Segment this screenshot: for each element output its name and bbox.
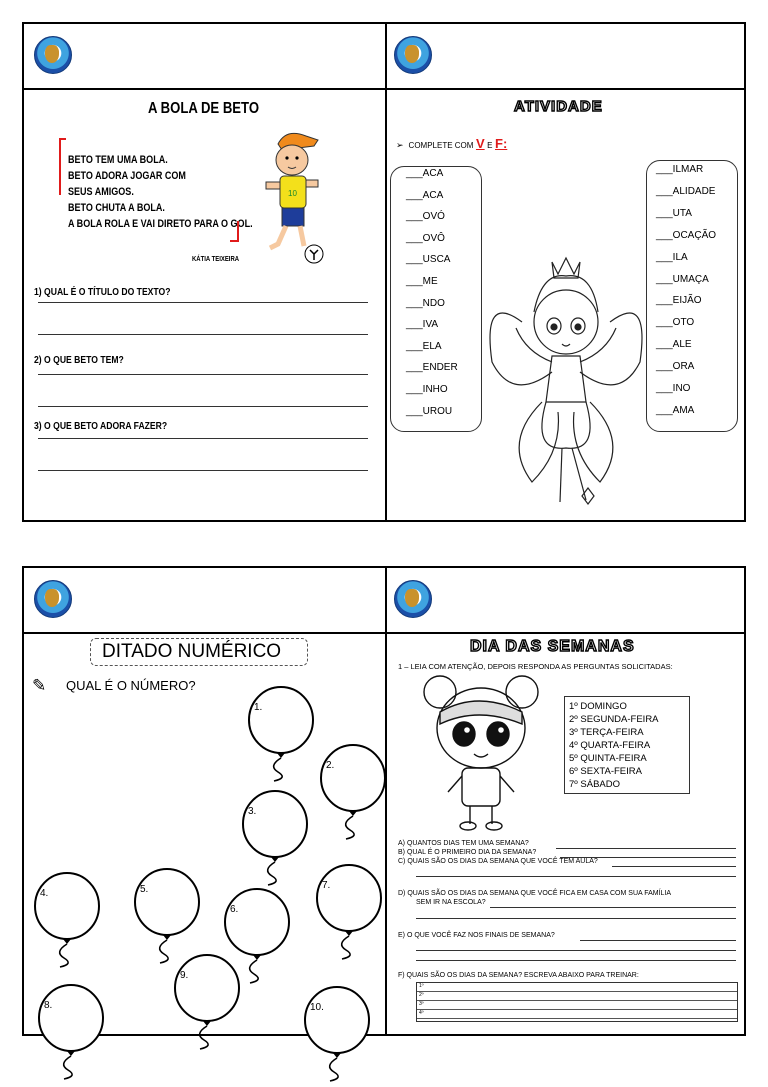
girl-illustration bbox=[418, 672, 546, 832]
story-line: BETO TEM UMA BOLA. bbox=[68, 154, 168, 166]
question-f: F) QUAIS SÃO OS DIAS DA SEMANA? ESCREVA ABAIXO PARA TREINAR: bbox=[398, 972, 639, 979]
balloon-shape bbox=[242, 790, 312, 886]
activity-title: ATIVIDADE bbox=[514, 98, 603, 115]
story-line: BETO ADORA JOGAR COM bbox=[68, 170, 186, 182]
balloon bbox=[38, 984, 108, 1085]
school-logo bbox=[34, 580, 72, 618]
fill-word: ___IVA bbox=[406, 319, 439, 331]
fill-word: ___UMAÇA bbox=[656, 273, 709, 285]
fill-word: ___EIJÃO bbox=[656, 295, 702, 307]
balloon-number: 9. bbox=[180, 970, 189, 981]
answer-line bbox=[38, 406, 368, 407]
balloon-number: 2. bbox=[326, 760, 335, 771]
balloon bbox=[320, 744, 390, 845]
fill-word: ___INO bbox=[656, 383, 691, 394]
day-item: 5º QUINTA-FEIRA bbox=[569, 753, 647, 764]
instruction-conj: E bbox=[487, 141, 493, 150]
answer-line bbox=[416, 918, 736, 919]
balloon-number: 5. bbox=[140, 884, 149, 895]
fill-word: ___OTO bbox=[656, 317, 695, 329]
story-line: BETO CHUTA A BOLA. bbox=[68, 202, 165, 214]
pencil-icon: ✎ bbox=[32, 676, 47, 695]
fill-word: ___OCAÇÃO bbox=[656, 229, 717, 241]
day-item: 4º QUARTA-FEIRA bbox=[569, 740, 651, 751]
arrow-bullet-icon: ➢ bbox=[396, 140, 409, 150]
day-item: 1º DOMINGO bbox=[569, 701, 627, 712]
header-divider bbox=[24, 632, 744, 634]
fill-word: ___INHO bbox=[406, 384, 448, 395]
fill-word: ___UTA bbox=[656, 207, 692, 219]
story-line: A BOLA ROLA E VAI DIRETO PARA O GOL. bbox=[68, 218, 253, 230]
question-c: C) QUAIS SÃO OS DIAS DA SEMANA QUE VOCÊ TEM AULA? bbox=[398, 858, 598, 865]
answer-line bbox=[38, 302, 368, 303]
svg-text:10: 10 bbox=[288, 189, 297, 198]
question-a: A) QUANTOS DIAS TEM UMA SEMANA? bbox=[398, 840, 529, 847]
answer-line bbox=[580, 940, 736, 941]
balloon-shape bbox=[316, 864, 386, 960]
header-divider bbox=[24, 88, 744, 90]
day-item: 7º SÁBADO bbox=[569, 779, 620, 790]
dictation-title: DITADO NUMÉRICO bbox=[102, 641, 282, 662]
letter-f: F: bbox=[495, 136, 508, 151]
answer-line bbox=[490, 907, 736, 908]
answer-line bbox=[38, 438, 368, 439]
question-1: 1) QUAL É O TÍTULO DO TEXTO? bbox=[34, 286, 171, 298]
balloon bbox=[316, 864, 386, 965]
story-author: KÁTIA TEIXEIRA bbox=[192, 256, 240, 263]
answer-line bbox=[416, 876, 736, 877]
day-item: 2º SEGUNDA-FEIRA bbox=[569, 714, 659, 725]
balloon bbox=[242, 790, 312, 891]
balloon-shape bbox=[174, 954, 244, 1050]
balloon-shape bbox=[304, 986, 374, 1082]
fill-word: ___UROU bbox=[406, 405, 453, 417]
letter-v: V bbox=[475, 136, 485, 151]
instruction bbox=[396, 136, 507, 151]
question-d: D) QUAIS SÃO OS DIAS DA SEMANA QUE VOCÊ FICA EM CASA COM SUA FAMÍLIA bbox=[398, 890, 672, 897]
bracket-open bbox=[58, 138, 68, 196]
fill-word: ___ALE bbox=[656, 339, 692, 351]
fill-word: ___ME bbox=[406, 276, 438, 287]
balloon-number: 8. bbox=[44, 1000, 53, 1011]
day-item: 6º SEXTA-FEIRA bbox=[569, 766, 642, 777]
balloon-shape bbox=[34, 872, 104, 968]
fill-word: ___OVÓ bbox=[406, 211, 445, 223]
day-item: 3º TERÇA-FEIRA bbox=[569, 727, 644, 738]
fairy-illustration bbox=[482, 252, 650, 520]
question-2: 2) O QUE BETO TEM? bbox=[34, 354, 124, 366]
training-row: 4º bbox=[417, 1010, 737, 1019]
answer-line bbox=[38, 374, 368, 375]
story-title: A BOLA DE BETO bbox=[148, 100, 260, 117]
training-row: 1º bbox=[417, 983, 737, 992]
week-instruction: 1 – LEIA COM ATENÇÃO, DEPOIS RESPONDA AS PERGUNTAS SOLICITADAS: bbox=[398, 662, 673, 671]
week-title: DIA DAS SEMANAS bbox=[470, 638, 635, 655]
boy-soccer-illustration bbox=[256, 126, 326, 266]
fill-word: ___AMA bbox=[656, 404, 695, 416]
balloon bbox=[174, 954, 244, 1055]
balloon-number: 6. bbox=[230, 904, 239, 915]
balloon-shape bbox=[320, 744, 390, 840]
training-row: 3º bbox=[417, 1001, 737, 1010]
fill-word: ___ILMAR bbox=[656, 164, 704, 175]
balloon-number: 10. bbox=[310, 1002, 324, 1013]
fill-word: ___NDO bbox=[406, 297, 445, 309]
balloon-shape bbox=[38, 984, 108, 1080]
question-3: 3) O QUE BETO ADORA FAZER? bbox=[34, 420, 168, 432]
answer-line bbox=[416, 960, 736, 961]
balloon-shape bbox=[248, 686, 318, 782]
balloon-shape bbox=[134, 868, 204, 964]
answer-line bbox=[612, 866, 736, 867]
fill-word: ___ACA bbox=[406, 168, 444, 179]
balloon bbox=[34, 872, 104, 973]
balloon bbox=[304, 986, 374, 1087]
question-d-cont: SEM IR NA ESCOLA? bbox=[416, 899, 486, 906]
question-b: B) QUAL É O PRIMEIRO DIA DA SEMANA? bbox=[398, 849, 537, 856]
training-row: 2º bbox=[417, 992, 737, 1001]
fill-word: ___USCA bbox=[406, 254, 451, 266]
fill-word: ___ALIDADE bbox=[656, 185, 716, 197]
days-box bbox=[564, 696, 690, 794]
story-line: SEUS AMIGOS. bbox=[68, 186, 134, 198]
worksheet-1 bbox=[22, 22, 746, 522]
answer-line bbox=[416, 950, 736, 951]
school-logo bbox=[394, 36, 432, 74]
column-divider bbox=[385, 24, 387, 520]
balloon-number: 1. bbox=[254, 702, 263, 713]
answer-line bbox=[38, 334, 368, 335]
balloon bbox=[248, 686, 318, 787]
question-e: E) O QUE VOCÊ FAZ NOS FINAIS DE SEMANA? bbox=[398, 932, 555, 939]
bracket-close bbox=[228, 220, 240, 242]
worksheet-2 bbox=[22, 566, 746, 1036]
fill-word: ___ILA bbox=[656, 251, 688, 263]
fill-word: ___ORA bbox=[656, 361, 695, 373]
training-table bbox=[416, 982, 738, 1022]
fill-word: ___ACA bbox=[406, 189, 444, 201]
fill-word: ___ENDER bbox=[406, 362, 458, 374]
balloon-number: 4. bbox=[40, 888, 49, 899]
balloon-number: 7. bbox=[322, 880, 331, 891]
fill-word: ___OVÔ bbox=[406, 232, 445, 244]
school-logo bbox=[394, 580, 432, 618]
fill-word: ___ELA bbox=[406, 340, 442, 352]
dictation-subtitle: QUAL É O NÚMERO? bbox=[66, 678, 196, 693]
answer-line bbox=[38, 470, 368, 471]
school-logo bbox=[34, 36, 72, 74]
instruction-text: COMPLETE COM bbox=[408, 141, 474, 150]
answer-line bbox=[556, 848, 736, 849]
balloon-number: 3. bbox=[248, 806, 257, 817]
